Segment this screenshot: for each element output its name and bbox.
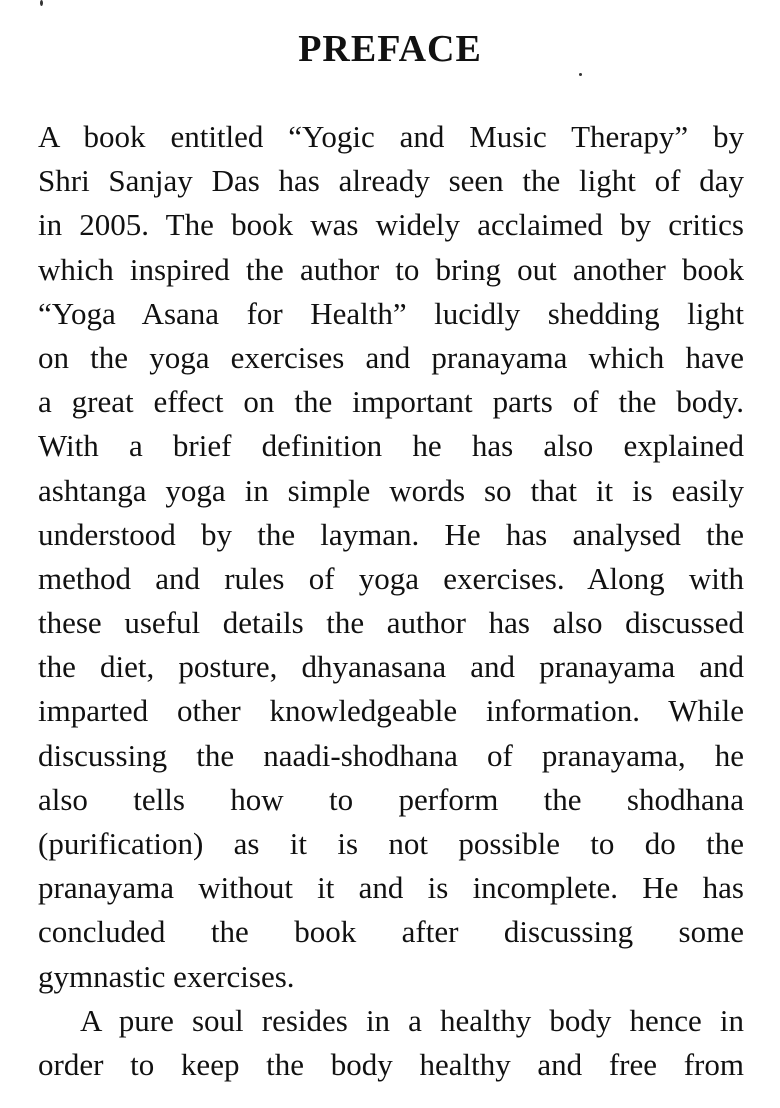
text-line: A book entitled “Yogic and Music Therapy” by xyxy=(38,119,744,154)
text-line: on the yoga exercises and pranayama which have xyxy=(38,339,744,375)
text-line: “Yoga Asana for Health” lucidly shedding light xyxy=(38,295,744,331)
text-line: these useful details the author has also discussed xyxy=(38,605,744,641)
scan-speck xyxy=(579,73,582,76)
text-line: discussing the naadi-shodhana of pranayama, he xyxy=(38,737,744,773)
text-line: the diet, posture, dhyanasana and pranayama and xyxy=(38,649,744,685)
text-line: understood by the layman. He has analysed the xyxy=(38,516,744,552)
paragraph-1 xyxy=(38,115,744,999)
text-line: also tells how to perform the shodhana xyxy=(38,781,744,817)
text-line: gymnastic exercises. xyxy=(38,958,295,994)
text-line: With a brief definition he has also explained xyxy=(38,428,744,464)
text-line: A pure soul resides in a healthy body hence in xyxy=(80,1002,744,1038)
text-line: concluded the book after discussing some xyxy=(38,914,744,950)
text-line: imparted other knowledgeable information. While xyxy=(38,693,744,729)
text-line: Shri Sanjay Das has already seen the light of day xyxy=(38,163,744,199)
text-line: a great effect on the important parts of the body. xyxy=(38,384,744,420)
paragraph-2 xyxy=(38,999,744,1087)
text-line: order to keep the body healthy and free from xyxy=(38,1046,744,1082)
page-title: PREFACE xyxy=(298,28,482,70)
body-text xyxy=(38,115,744,1087)
text-line: which inspired the author to bring out another book xyxy=(38,251,744,287)
scan-speck xyxy=(40,0,43,6)
text-line: ashtanga yoga in simple words so that it is easily xyxy=(38,472,744,508)
text-line: in 2005. The book was widely acclaimed by critics xyxy=(38,207,744,243)
text-line: (purification) as it is not possible to do the xyxy=(38,826,744,861)
text-line: method and rules of yoga exercises. Along with xyxy=(38,560,744,596)
text-line: pranayama without it and is incomplete. He has xyxy=(38,870,744,906)
